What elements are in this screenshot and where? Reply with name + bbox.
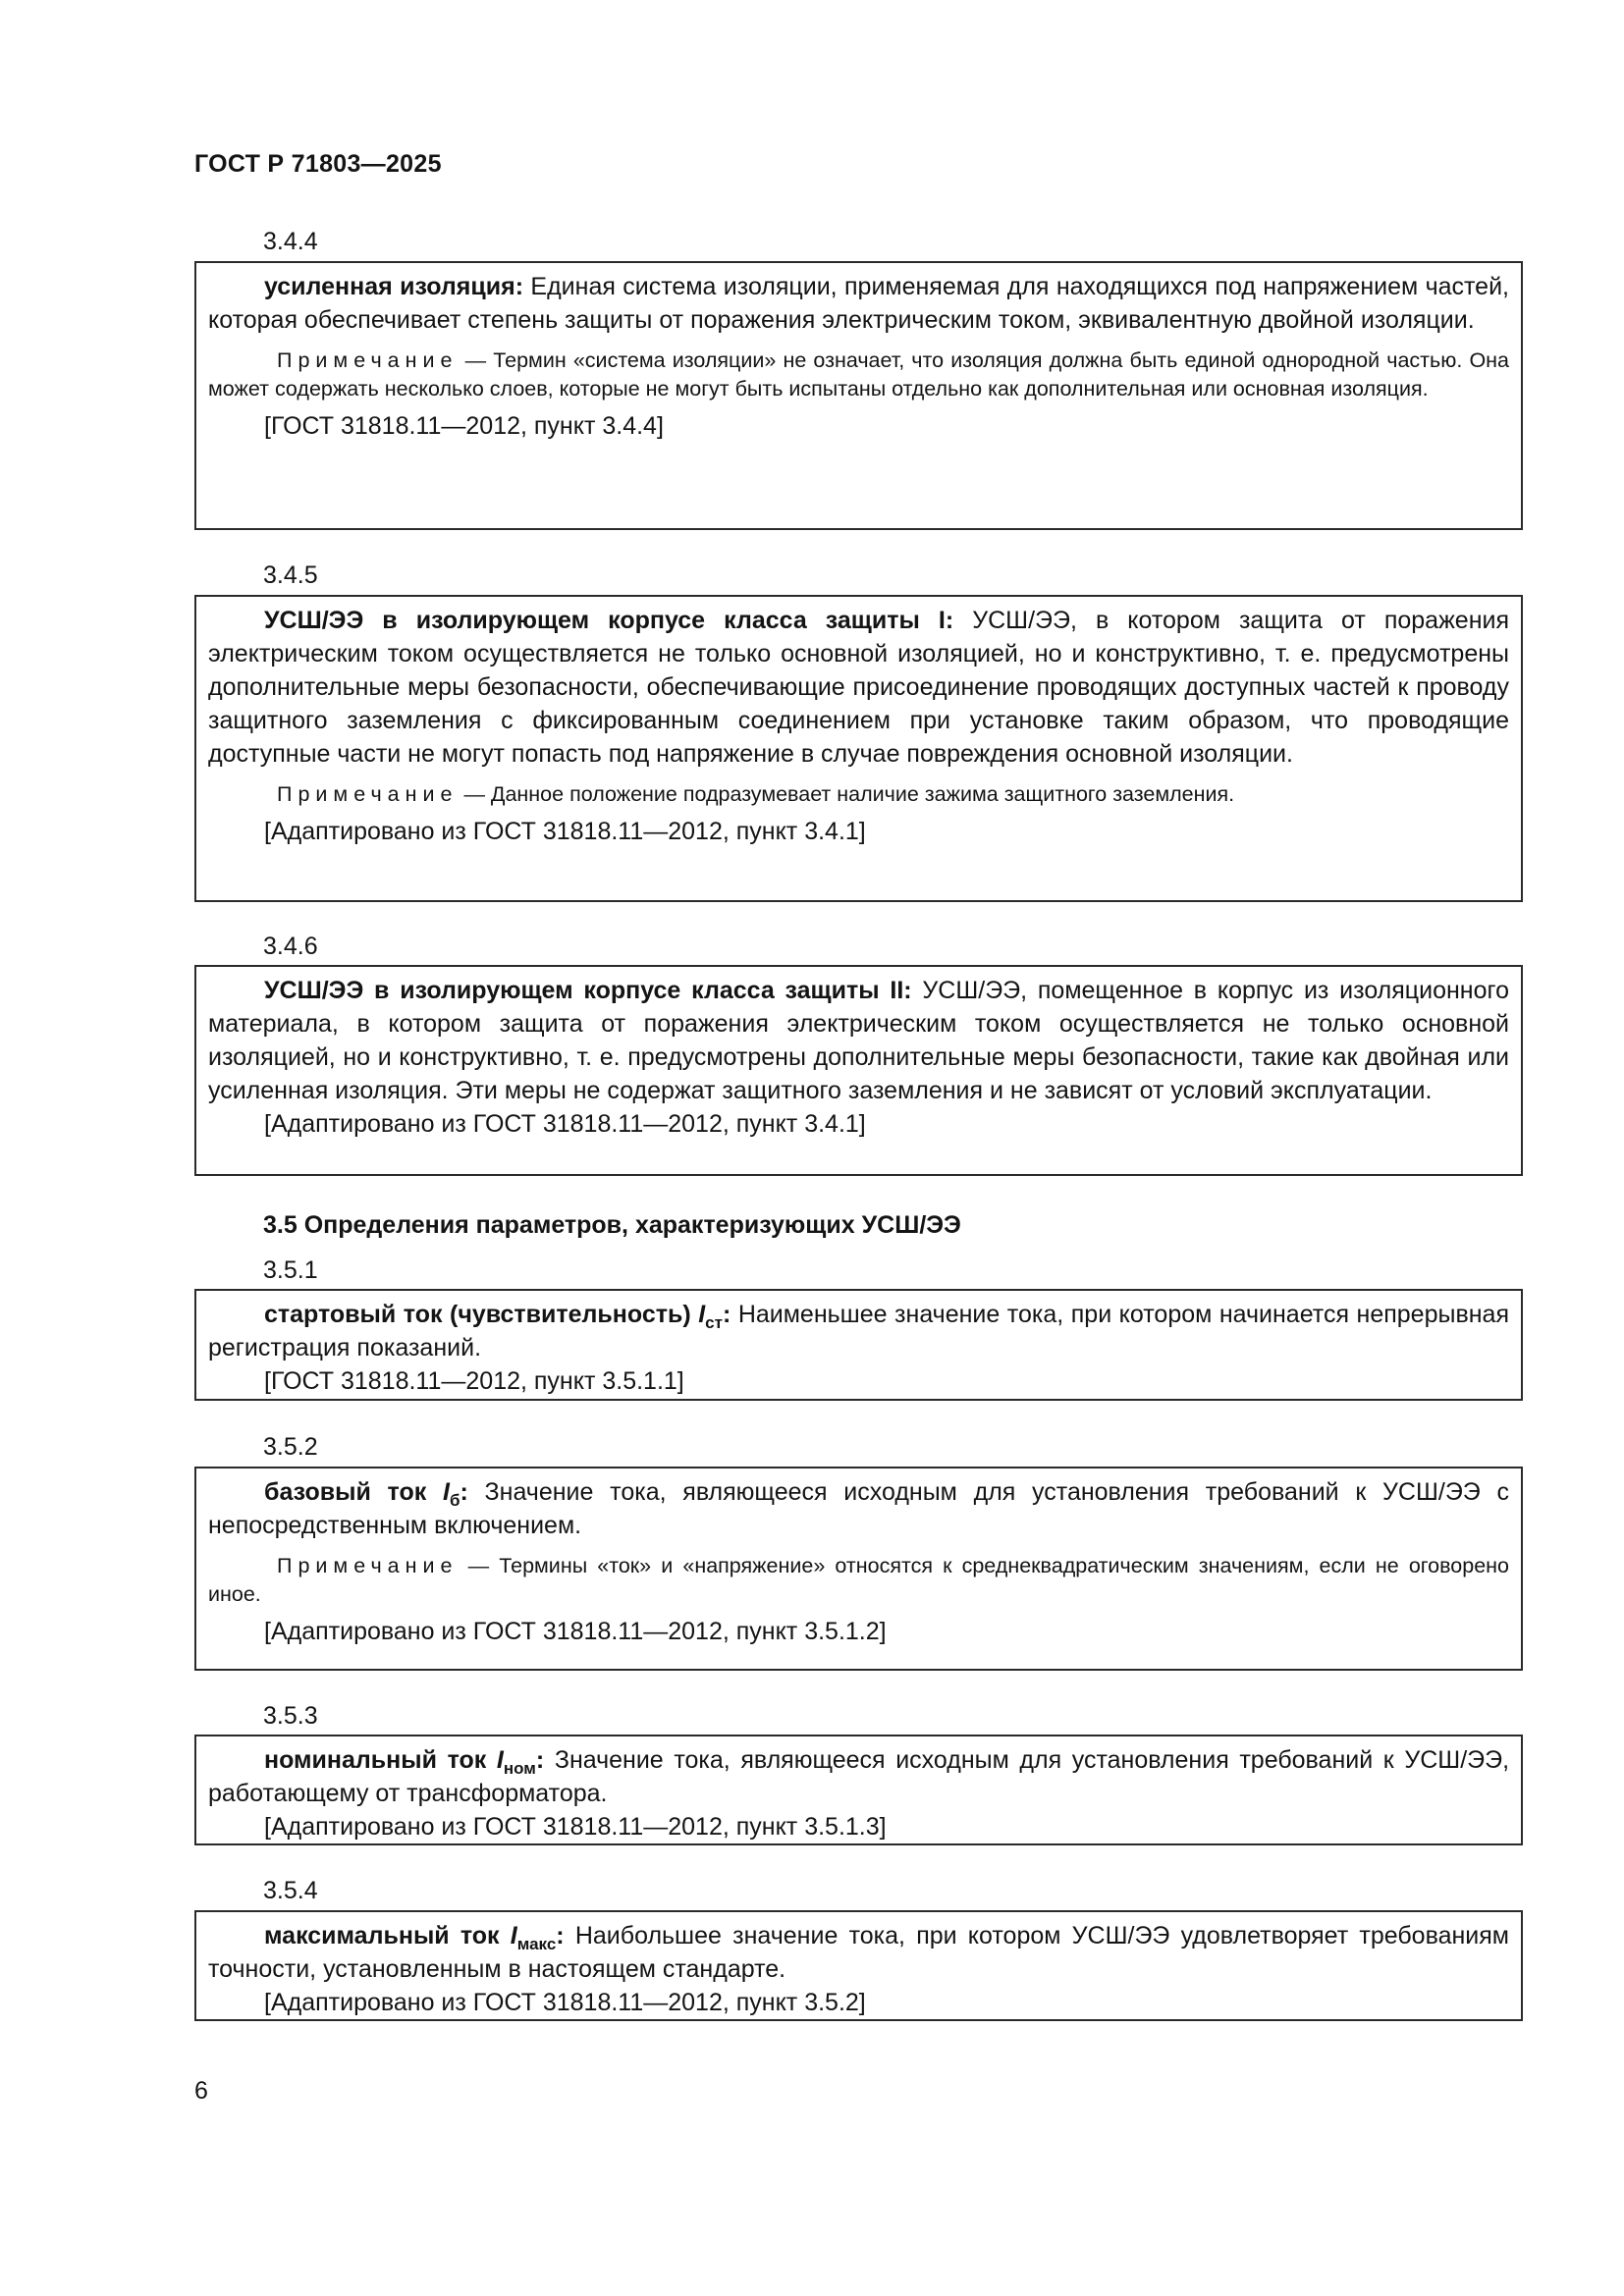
symbol: I <box>496 1746 504 1774</box>
note-label: Примечание <box>277 782 459 806</box>
definition-text: Значение тока, являющееся исходным для установления требований к УСШ/ЭЭ с непосредственным включением. <box>208 1478 1510 1539</box>
term-colon: : <box>556 1922 565 1949</box>
clause-number: 3.5.4 <box>263 1877 318 1904</box>
definition-text: УСШ/ЭЭ, в котором защита от поражения электрическим током осуществляется не только основной изоляцией, но и конструктивно, т. е. предусмотрены дополнительные меры безопасности, обеспечивающие присоединение проводящих доступных частей к проводу защитного заземления с фиксированным соединением при установке таким образом, что проводящие доступные части не могут попасть под напряжение в случае повреждения основной изоляции. <box>208 607 1509 768</box>
note-text: — Данное положение подразумевает наличие зажима защитного заземления. <box>463 782 1235 806</box>
term <box>264 1478 468 1510</box>
definition-paragraph <box>208 270 1509 337</box>
term-colon: : <box>722 1301 731 1328</box>
note <box>208 780 1509 809</box>
definition-text: УСШ/ЭЭ, помещенное в корпус из изоляционного материала, в котором защита от поражения электрическим током осуществляется не только основной изоляцией, но и конструктивно, т. е. предусмотрены дополнительные меры безопасности, такие как двойная или усиленная изоляция. Эти меры не содержат защитного заземления и не зависят от условий эксплуатации. <box>208 977 1509 1104</box>
term-colon: : <box>535 1746 545 1774</box>
symbol-subscript: макс <box>516 1935 557 1953</box>
definition-text: Значение тока, являющееся исходным для установления требований к УСШ/ЭЭ, работающему от трансформатора. <box>208 1746 1510 1807</box>
definition-box-3-4-5 <box>194 595 1523 902</box>
source-reference: [Адаптировано из ГОСТ 31818.11—2012, пункт 3.5.1.3] <box>264 1813 887 1841</box>
term-colon: : <box>460 1478 468 1506</box>
term-label: стартовый ток (чувствительность) <box>264 1301 691 1328</box>
clause-number: 3.4.5 <box>263 561 318 589</box>
definition-paragraph <box>208 1298 1509 1364</box>
clause-number: 3.4.6 <box>263 933 318 960</box>
definition-paragraph <box>208 1475 1509 1542</box>
note-label: Примечание <box>277 1554 459 1577</box>
term <box>264 1746 545 1778</box>
symbol-subscript: ст <box>705 1313 723 1332</box>
definition-box-3-5-1 <box>194 1289 1523 1401</box>
clause-number: 3.5.2 <box>263 1433 318 1461</box>
term <box>264 1301 731 1332</box>
source-reference: [Адаптировано из ГОСТ 31818.11—2012, пункт 3.5.1.2] <box>264 1618 887 1645</box>
symbol-subscript: ном <box>503 1759 536 1778</box>
symbol: I <box>698 1301 706 1328</box>
clause-number: 3.4.4 <box>263 228 318 255</box>
term: УСШ/ЭЭ в изолирующем корпусе класса защиты II: <box>264 977 912 1004</box>
symbol: I <box>443 1478 450 1506</box>
definition-box-3-5-3 <box>194 1735 1523 1845</box>
symbol-subscript: б <box>449 1491 460 1510</box>
definition-box-3-5-2 <box>194 1467 1523 1671</box>
note-label: Примечание <box>277 348 459 372</box>
definition-text: Наименьшее значение тока, при котором начинается непрерывная регистрация показаний. <box>208 1301 1509 1362</box>
definition-paragraph <box>208 1919 1509 1986</box>
term: УСШ/ЭЭ в изолирующем корпусе класса защиты I: <box>264 607 954 634</box>
term-label: максимальный ток <box>264 1922 500 1949</box>
source-reference: [Адаптировано из ГОСТ 31818.11—2012, пункт 3.4.1] <box>264 818 866 845</box>
note <box>208 347 1509 403</box>
term-label: базовый ток <box>264 1478 427 1506</box>
definition-paragraph <box>208 1743 1509 1810</box>
definition-text: Наибольшее значение тока, при котором УСШ/ЭЭ удовлетворяет требованиям точности, установленным в настоящем стандарте. <box>208 1922 1509 1983</box>
definition-box-3-5-4 <box>194 1910 1523 2021</box>
note <box>208 1552 1509 1609</box>
definition-box-3-4-6 <box>194 965 1523 1176</box>
page-number: 6 <box>194 2077 208 2105</box>
definition-text: Единая система изоляции, применяемая для находящихся под напряжением частей, которая обеспечивает степень защиты от поражения электрическим током, эквивалентную двойной изоляции. <box>208 273 1509 334</box>
section-heading: 3.5 Определения параметров, характеризующих УСШ/ЭЭ <box>263 1211 961 1239</box>
definition-box-3-4-4 <box>194 261 1523 530</box>
source-reference: [Адаптировано из ГОСТ 31818.11—2012, пункт 3.4.1] <box>264 1110 866 1138</box>
source-reference: [ГОСТ 31818.11—2012, пункт 3.5.1.1] <box>264 1367 684 1395</box>
source-reference: [Адаптировано из ГОСТ 31818.11—2012, пункт 3.5.2] <box>264 1989 866 2016</box>
document-header: ГОСТ Р 71803—2025 <box>194 150 442 178</box>
clause-number: 3.5.1 <box>263 1256 318 1284</box>
term <box>264 1922 565 1953</box>
definition-paragraph <box>208 974 1509 1107</box>
note-text: — Термин «система изоляции» не означает, что изоляция должна быть единой однородной частью. Она может содержать несколько слоев, которые не могут быть испытаны отдельно как дополнительная или основная изоляция. <box>208 348 1509 400</box>
note-text: — Термины «ток» и «напряжение» относятся к среднеквадратическим значениям, если не оговорено иное. <box>208 1554 1510 1606</box>
definition-paragraph <box>208 604 1509 771</box>
clause-number: 3.5.3 <box>263 1702 318 1730</box>
term-label: номинальный ток <box>264 1746 487 1774</box>
term: усиленная изоляция: <box>264 273 524 300</box>
symbol: I <box>510 1922 517 1949</box>
source-reference: [ГОСТ 31818.11—2012, пункт 3.4.4] <box>264 412 664 440</box>
